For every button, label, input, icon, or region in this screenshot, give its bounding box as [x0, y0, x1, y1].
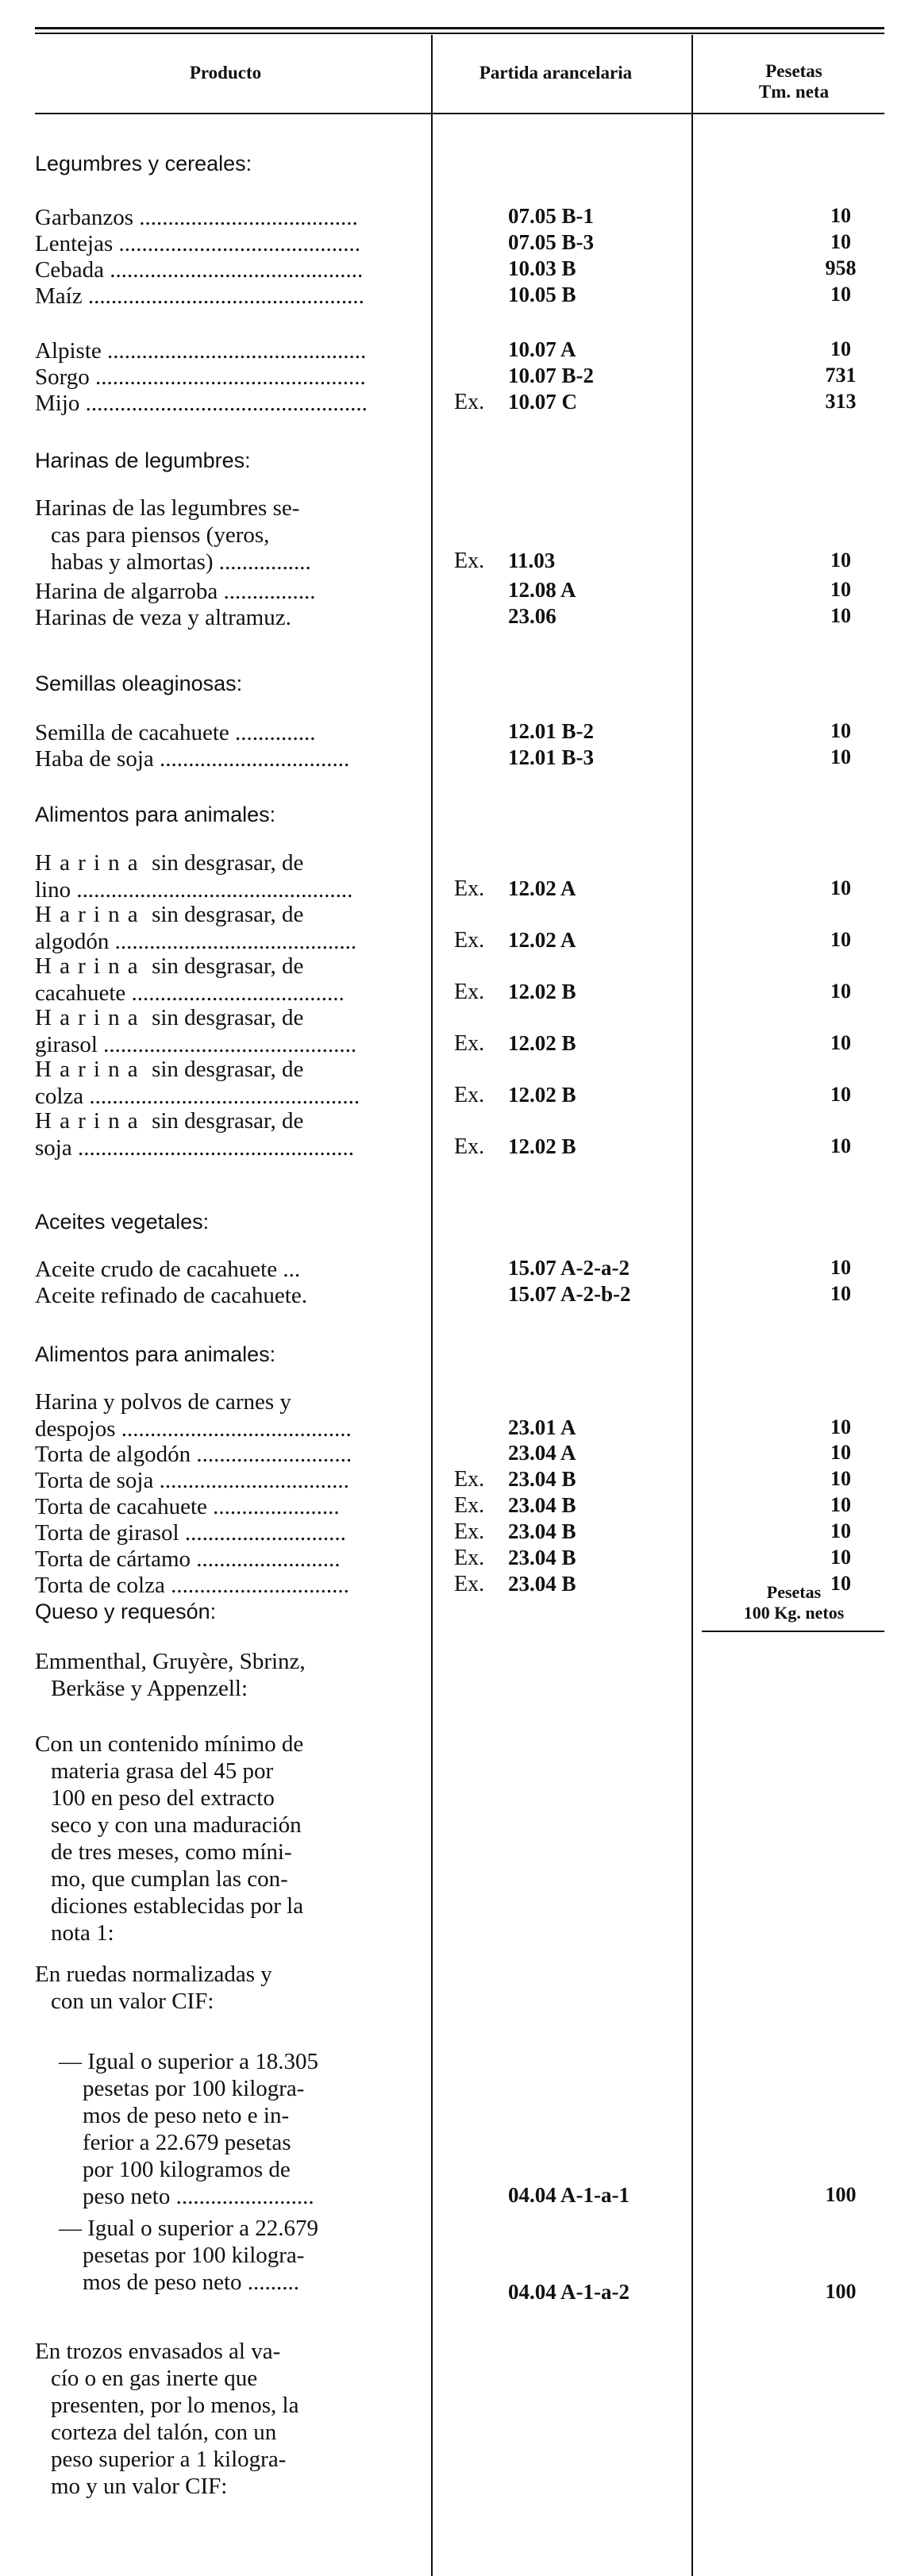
price-value: 10 [830, 1256, 851, 1279]
product-name [35, 745, 432, 772]
tariff-code: 15.07 A-2-a-2 [508, 1256, 630, 1280]
price-value: 10 [830, 1467, 851, 1490]
paragraph-line: Berkäse y Appenzell: [51, 1676, 248, 1701]
product-line: Torta de girasol ............................ [35, 1520, 346, 1546]
header-product: Producto [189, 63, 262, 83]
mid-header-rule [702, 1631, 884, 1632]
product-name [35, 604, 432, 631]
paragraph-line: Con un contenido mínimo de [35, 1731, 304, 1757]
section-semillas: Semillas oleaginosas: [35, 672, 243, 695]
paragraph-line: pesetas por 100 kilogra- [83, 2243, 305, 2268]
ex-marker: Ex. [454, 549, 485, 573]
product-line: despojos ........................................ [35, 1416, 352, 1442]
tariff-code-range-1: 04.04 A-1-a-1 [508, 2183, 630, 2207]
product-line: soja ................................................ [35, 1135, 354, 1161]
product-name [35, 1388, 432, 1442]
ex-marker: Ex. [454, 1467, 485, 1492]
product-name [35, 230, 432, 257]
section-queso: Queso y requesón: [35, 1600, 217, 1623]
product-line: Aceite crudo de cacahuete ... [35, 1257, 301, 1282]
product-line: Haba de soja ................................. [35, 746, 350, 772]
product-line: Torta de cacahuete ...................... [35, 1494, 340, 1519]
price-value: 731 [825, 364, 857, 387]
product-line: girasol ............................................ [35, 1032, 357, 1057]
section-alimentos-2: Alimentos para animales: [35, 1342, 276, 1366]
product-line: cacahuete ..................................... [35, 980, 345, 1006]
price-value: 10 [830, 1441, 851, 1464]
product-line: Torta de soja ................................. [35, 1468, 349, 1493]
product-name [35, 578, 432, 605]
tariff-code: 12.02 B [508, 1083, 576, 1107]
price-value-range-1: 100 [825, 2183, 857, 2206]
product-name [35, 390, 432, 417]
product-name [35, 1256, 432, 1283]
tariff-code: 12.02 B [508, 1031, 576, 1055]
ex-marker: Ex. [454, 1493, 485, 1518]
price-value: 10 [830, 1282, 851, 1305]
price-value: 10 [830, 928, 851, 951]
tariff-code: 23.04 B [508, 1467, 576, 1491]
ex-marker: Ex. [454, 390, 485, 414]
product-name [35, 901, 432, 955]
top-rule-1 [35, 27, 884, 29]
price-value: 10 [830, 1415, 851, 1438]
price-value: 10 [830, 1134, 851, 1157]
cheese-types [35, 1648, 448, 1702]
paragraph-line: En ruedas normalizadas y [35, 1962, 272, 1987]
price-value-range-2: 100 [825, 2280, 857, 2303]
price-value: 10 [830, 230, 851, 253]
product-line: colza ............................................... [35, 1084, 360, 1109]
price-value: 10 [830, 204, 851, 227]
tariff-code: 12.02 B [508, 1134, 576, 1158]
tariff-code: 23.04 B [508, 1572, 576, 1596]
product-line: Aceite refinado de cacahuete. [35, 1283, 307, 1308]
product-line: Lentejas .......................................... [35, 231, 360, 256]
paragraph-line: corteza del talón, con un [51, 2420, 277, 2445]
tariff-code: 23.04 A [508, 1441, 576, 1465]
section-legumbres: Legumbres y cereales: [35, 152, 252, 175]
paragraph-line: materia grasa del 45 por [51, 1758, 274, 1784]
price-value: 10 [830, 337, 851, 360]
product-line: Harinas de las legumbres se- [35, 495, 300, 521]
paragraph-line: presenten, por lo menos, la [51, 2393, 299, 2418]
product-line: Harina sin desgrasar, de [35, 1057, 304, 1082]
tariff-code: 15.07 A-2-b-2 [508, 1282, 631, 1306]
price-value: 10 [830, 719, 851, 742]
ex-marker: Ex. [454, 928, 485, 953]
paragraph-line: mo y un valor CIF: [51, 2474, 228, 2499]
paragraph-line: En trozos envasados al va- [35, 2339, 281, 2364]
paragraph-line: ferior a 22.679 pesetas [83, 2130, 291, 2155]
price-value: 10 [830, 1519, 851, 1542]
product-name [35, 1467, 432, 1494]
tariff-code: 23.04 B [508, 1519, 576, 1543]
product-name [35, 953, 432, 1007]
spaced-word: Harina [35, 953, 146, 979]
product-name [35, 364, 432, 391]
product-name [35, 1546, 432, 1573]
tariff-code: 23.04 B [508, 1493, 576, 1517]
paragraph-line: 100 en peso del extracto [51, 1785, 275, 1811]
paragraph-line: mos de peso neto ......... [83, 2270, 300, 2295]
cheese-range-1 [35, 2048, 479, 2210]
product-name [35, 719, 432, 746]
product-name [35, 1004, 432, 1058]
spaced-word: Harina [35, 1057, 146, 1082]
spaced-word: Harina [35, 1108, 146, 1134]
paragraph-line: cío o en gas inerte que [51, 2366, 258, 2391]
spaced-word: Harina [35, 902, 146, 927]
cheese-ruedas [35, 1961, 448, 2015]
tariff-code-range-2: 04.04 A-1-a-2 [508, 2280, 630, 2304]
ex-marker: Ex. [454, 1083, 485, 1107]
mid-header-pesetas: Pesetas [766, 1582, 822, 1602]
price-value: 10 [830, 980, 851, 1003]
tariff-code: 10.07 A [508, 337, 576, 361]
product-name [35, 1441, 432, 1468]
price-value: 10 [830, 745, 851, 768]
ex-marker: Ex. [454, 876, 485, 901]
paragraph-line: por 100 kilogramos de [83, 2157, 291, 2182]
mid-header-unit: 100 Kg. netos [743, 1603, 845, 1623]
product-line: lino ................................................ [35, 877, 353, 903]
tariff-code: 10.03 B [508, 256, 576, 280]
paragraph-line: con un valor CIF: [51, 1989, 214, 2014]
paragraph-line: pesetas por 100 kilogra- [83, 2076, 305, 2101]
paragraph-line: mo, que cumplan las con- [51, 1866, 288, 1892]
tariff-code: 23.01 A [508, 1415, 576, 1439]
paragraph-line: peso neto ........................ [83, 2184, 314, 2209]
paragraph-line: — Igual o superior a 18.305 [59, 2049, 318, 2074]
tariff-code: 12.01 B-3 [508, 745, 594, 769]
paragraph-line: diciones establecidas por la [51, 1893, 304, 1919]
paragraph-line: nota 1: [51, 1920, 114, 1946]
tariff-code: 23.06 [508, 604, 556, 628]
price-value: 10 [830, 283, 851, 306]
tariff-code: 07.05 B-1 [508, 204, 594, 228]
product-line: Harina y polvos de carnes y [35, 1389, 291, 1415]
ex-marker: Ex. [454, 1519, 485, 1544]
paragraph-line: seco y con una maduración [51, 1812, 302, 1838]
product-line: Sorgo ............................................... [35, 364, 366, 390]
cheese-trozos [35, 2338, 448, 2500]
product-line: Torta de colza ............................... [35, 1573, 349, 1598]
product-name [35, 256, 432, 283]
spaced-word: Harina [35, 850, 146, 876]
cheese-range-2 [35, 2215, 479, 2296]
product-line: Torta de cártamo ......................... [35, 1546, 341, 1572]
product-name [35, 1056, 432, 1110]
product-line: Maíz ................................................ [35, 283, 364, 309]
price-value: 10 [830, 876, 851, 899]
spaced-word: Harina [35, 1005, 146, 1030]
product-line: Cebada ............................................ [35, 257, 364, 283]
tariff-code: 12.02 A [508, 876, 576, 900]
product-name [35, 1572, 432, 1599]
header-bottom-rule [35, 113, 884, 114]
price-value: 10 [830, 1031, 851, 1054]
product-line: Torta de algodón ........................... [35, 1442, 352, 1467]
product-line: Harina sin desgrasar, de [35, 953, 304, 979]
product-line: Harinas de veza y altramuz. [35, 605, 291, 630]
price-value: 958 [825, 256, 857, 279]
product-name [35, 495, 448, 576]
product-line: Semilla de cacahuete .............. [35, 720, 316, 745]
ex-marker: Ex. [454, 980, 485, 1004]
section-harinas-legumbres: Harinas de legumbres: [35, 449, 251, 472]
section-alimentos-1: Alimentos para animales: [35, 803, 276, 826]
tariff-code: 12.02 A [508, 928, 576, 952]
tariff-code: 10.07 B-2 [508, 364, 594, 387]
tariff-code: 10.07 C [508, 390, 577, 414]
tariff-code: 11.03 [508, 549, 556, 572]
paragraph-line: Emmenthal, Gruyère, Sbrinz, [35, 1649, 306, 1674]
product-line: algodón .......................................... [35, 929, 357, 954]
header-pesetas-2: Tm. neta [758, 82, 830, 102]
product-name [35, 283, 432, 310]
product-line: Harina sin desgrasar, de [35, 1005, 304, 1030]
product-line: Garbanzos ...................................... [35, 205, 358, 230]
tariff-code: 10.05 B [508, 283, 576, 306]
product-line: Harina sin desgrasar, de [35, 902, 304, 927]
product-name [35, 1282, 432, 1309]
price-value: 10 [830, 549, 851, 572]
price-value: 10 [830, 1493, 851, 1516]
tariff-code: 12.01 B-2 [508, 719, 594, 743]
ex-marker: Ex. [454, 1572, 485, 1596]
paragraph-line: mos de peso neto e in- [83, 2103, 290, 2128]
section-aceites: Aceites vegetales: [35, 1210, 210, 1234]
price-value: 313 [825, 390, 857, 413]
tariff-code: 12.02 B [508, 980, 576, 1003]
product-name [35, 1493, 432, 1520]
product-line: Harina sin desgrasar, de [35, 850, 304, 876]
product-line: Harina de algarroba ................ [35, 579, 316, 604]
product-name [35, 849, 432, 903]
price-value: 10 [830, 604, 851, 627]
tariff-code: 07.05 B-3 [508, 230, 594, 254]
ex-marker: Ex. [454, 1031, 485, 1056]
tariff-code: 12.08 A [508, 578, 576, 602]
product-line: Harina sin desgrasar, de [35, 1108, 304, 1134]
col-rule-2 [691, 35, 693, 2576]
paragraph-line: — Igual o superior a 22.679 [59, 2216, 318, 2241]
top-rule-2 [35, 33, 884, 34]
tariff-code: 23.04 B [508, 1546, 576, 1569]
product-line: Mijo ................................................. [35, 391, 368, 416]
product-name [35, 204, 432, 231]
product-name [35, 1519, 432, 1546]
paragraph-line: de tres meses, como míni- [51, 1839, 292, 1865]
ex-marker: Ex. [454, 1546, 485, 1570]
product-line: habas y almortas) ................ [51, 549, 311, 575]
product-name [35, 1107, 432, 1161]
product-line: cas para piensos (yeros, [51, 522, 270, 548]
header-partida: Partida arancelaria [479, 63, 633, 83]
price-value: 10 [830, 1083, 851, 1106]
price-value: 10 [830, 1572, 851, 1595]
price-value: 10 [830, 578, 851, 601]
product-line: Alpiste ............................................. [35, 338, 367, 364]
paragraph-line: peso superior a 1 kilogra- [51, 2447, 287, 2472]
cheese-conditions [35, 1731, 448, 1946]
ex-marker: Ex. [454, 1134, 485, 1159]
price-value: 10 [830, 1546, 851, 1569]
header-pesetas-1: Pesetas [765, 61, 822, 81]
product-name [35, 337, 432, 364]
